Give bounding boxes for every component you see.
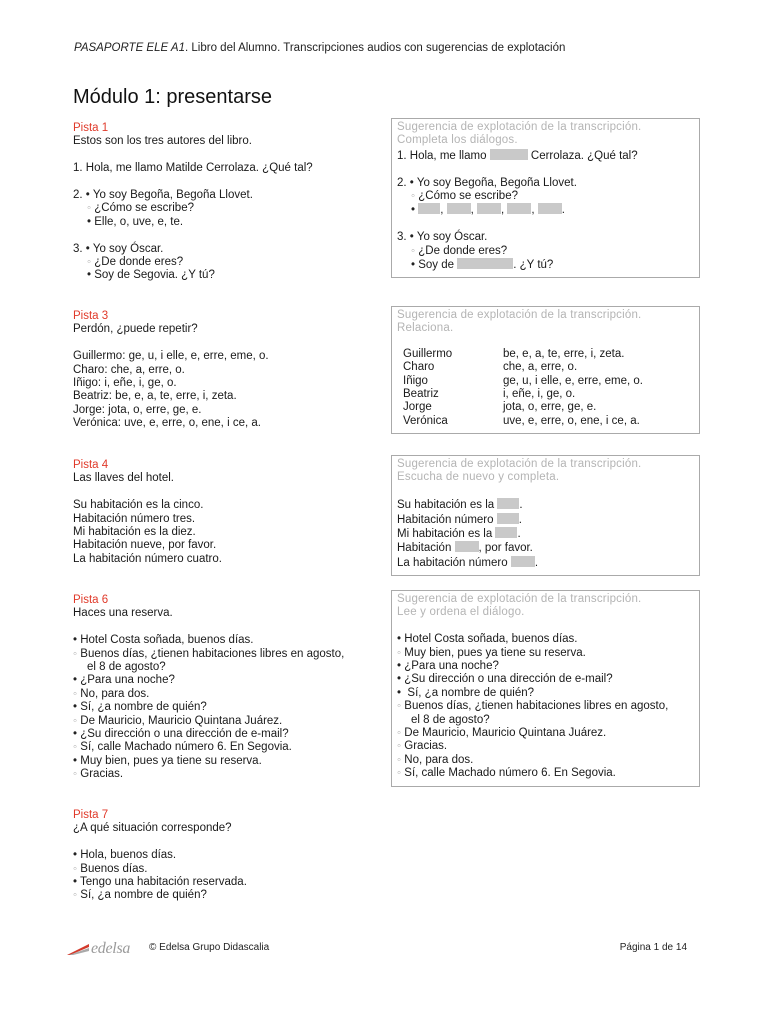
exercise-line: 2. • Yo soy Begoña, Begoña Llovet. — [397, 176, 577, 189]
dialogue-line: • Hotel Costa soñada, buenos días. — [73, 634, 254, 647]
answer-blank[interactable] — [497, 513, 519, 524]
exercise-line: Habitación , por favor. — [397, 542, 533, 555]
answer-blank[interactable] — [457, 258, 513, 269]
match-spelling[interactable]: be, e, a, te, erre, i, zeta. — [503, 347, 625, 360]
match-spelling[interactable]: jota, o, erre, ge, e. — [503, 401, 597, 414]
pista-6-transcript — [73, 594, 383, 782]
match-name[interactable]: Guillermo — [403, 347, 453, 360]
dialogue-line: ◦ ¿De donde eres? — [87, 256, 184, 269]
dialogue-line: el 8 de agosto? — [87, 661, 166, 674]
answer-blank[interactable] — [477, 203, 501, 214]
dialogue-line: ◦ Buenos días. — [73, 862, 148, 875]
match-name[interactable]: Charo — [403, 361, 435, 374]
suggestion-box — [391, 455, 700, 576]
dialogue-line: Mi habitación es la diez. — [73, 526, 196, 539]
suggestion-instruction: Lee y ordena el diálogo. — [397, 606, 525, 619]
exercise-line: ◦ ¿De donde eres? — [411, 244, 508, 257]
dialogue-line: ◦ No, para dos. — [73, 687, 150, 700]
answer-blank[interactable] — [511, 556, 535, 567]
page-header — [74, 42, 565, 54]
match-name[interactable]: Iñigo — [403, 374, 428, 387]
answer-blank[interactable] — [455, 541, 479, 552]
dialogue-line: Guillermo: ge, u, i elle, e, erre, eme, o. — [73, 350, 269, 363]
dialogue-line: ◦ De Mauricio, Mauricio Quintana Juárez. — [73, 714, 283, 727]
dialogue-line: Verónica: uve, e, erre, o, ene, i ce, a. — [73, 417, 261, 430]
matching-table — [397, 348, 694, 428]
pista-intro: Las llaves del hotel. — [73, 472, 175, 485]
exercise-line[interactable]: ◦ Muy bien, pues ya tiene su reserva. — [397, 646, 586, 659]
pista-intro: Haces una reserva. — [73, 607, 173, 620]
dialogue-line: ◦ ¿Cómo se escribe? — [87, 202, 194, 215]
answer-blank[interactable] — [507, 203, 531, 214]
match-name[interactable]: Verónica — [403, 414, 448, 427]
suggestion-hint: Sugerencia de explotación de la transcripción. — [397, 458, 642, 470]
edelsa-logo — [67, 940, 130, 958]
exercise-line: La habitación número . — [397, 556, 539, 569]
dialogue-line: Beatriz: be, e, a, te, erre, i, zeta. — [73, 390, 237, 403]
exercise-line[interactable]: ◦ Gracias. — [397, 740, 448, 753]
pista-label: Pista 1 — [73, 122, 109, 134]
exercise-line[interactable]: • Hotel Costa soñada, buenos días. — [397, 633, 578, 646]
exercise-line[interactable]: ◦ No, para dos. — [397, 753, 474, 766]
match-spelling[interactable]: uve, e, erre, o, ene, i ce, a. — [503, 414, 640, 427]
bullet-icon: ◦ — [87, 256, 92, 269]
answer-blank[interactable] — [418, 203, 440, 214]
module-title: Módulo 1: presentarse — [73, 86, 273, 108]
bullet-icon: • — [87, 269, 92, 282]
book-title: PASAPORTE ELE A1 — [74, 42, 186, 54]
copyright-text: © Edelsa Grupo Didascalia — [149, 942, 270, 953]
pista-intro: ¿A qué situación corresponde? — [73, 822, 232, 835]
dialogue-line: ◦ Gracias. — [73, 768, 124, 781]
exercise-line: ◦ ¿Cómo se escribe? — [411, 190, 518, 203]
exercise-line: Habitación número . — [397, 513, 522, 526]
dialogue-line: Su habitación es la cinco. — [73, 499, 204, 512]
dialogue-line: • Tengo una habitación reservada. — [73, 876, 247, 889]
logo-text: edelsa — [91, 940, 131, 957]
dialogue-line: • Hola, buenos días. — [73, 849, 177, 862]
bullet-icon: • — [85, 189, 90, 201]
suggestion-hint: Sugerencia de explotación de la transcripción. — [397, 121, 642, 133]
page-number: Página 1 de 14 — [619, 942, 687, 953]
suggestion-box — [391, 590, 700, 787]
pista-intro: Perdón, ¿puede repetir? — [73, 323, 198, 336]
page-footer — [67, 940, 687, 960]
exercise-line[interactable]: ◦ Buenos días, ¿tienen habitaciones libres en agosto, — [397, 700, 669, 713]
dialogue-line: 1. Hola, me llamo Matilde Cerrolaza. ¿Qué tal? — [73, 162, 313, 175]
suggestion-hint: Sugerencia de explotación de la transcripción. — [397, 593, 642, 605]
suggestion-instruction: Completa los diálogos. — [397, 134, 518, 147]
exercise-line: Su habitación es la . — [397, 499, 523, 512]
exercise-line: • , , , , . — [411, 204, 565, 217]
exercise-line[interactable]: ◦ De Mauricio, Mauricio Quintana Juárez. — [397, 727, 607, 740]
exercise-line: • Soy de . ¿Y tú? — [411, 259, 554, 272]
dialogue-line: ◦ Sí, calle Machado número 6. En Segovia. — [73, 741, 292, 754]
match-name[interactable]: Beatriz — [403, 388, 439, 401]
pista-1-transcript — [73, 122, 383, 283]
bullet-icon: ◦ — [87, 202, 92, 215]
exercise-line[interactable]: • Sí, ¿a nombre de quién? — [397, 686, 535, 699]
dialogue-line: • Muy bien, pues ya tiene su reserva. — [73, 754, 262, 767]
bullet-icon: • — [87, 215, 92, 228]
edelsa-logo-icon — [67, 942, 89, 956]
dialogue-line: Habitación número tres. — [73, 512, 196, 525]
pista-4-transcript — [73, 459, 383, 566]
suggestion-box — [391, 118, 700, 278]
pista-3-transcript — [73, 310, 383, 431]
exercise-line[interactable]: ◦ Sí, calle Machado número 6. En Segovia. — [397, 767, 616, 780]
dialogue-line: 3. • Yo soy Óscar. — [73, 242, 164, 255]
answer-blank[interactable] — [495, 527, 517, 538]
dialogue-line: Iñigo: i, eñe, i, ge, o. — [73, 377, 177, 390]
dialogue-line: • Sí, ¿a nombre de quién? — [73, 701, 207, 714]
exercise-line[interactable]: • ¿Para una noche? — [397, 660, 499, 673]
answer-blank[interactable] — [447, 203, 471, 214]
exercise-line: Mi habitación es la . — [397, 528, 521, 541]
pista-label: Pista 3 — [73, 310, 109, 322]
pista-label: Pista 6 — [73, 594, 109, 606]
dialogue-line: ◦ Sí, ¿a nombre de quién? — [73, 889, 207, 902]
answer-blank[interactable] — [497, 498, 519, 509]
dialogue-line: La habitación número cuatro. — [73, 552, 222, 565]
dialogue-line: Habitación nueve, por favor. — [73, 539, 217, 552]
header-subtitle: . Libro del Alumno. Transcripciones audios con sugerencias de explotación — [185, 42, 566, 54]
bullet-icon: • — [85, 242, 90, 255]
pista-7-transcript — [73, 809, 383, 903]
answer-blank[interactable] — [538, 203, 562, 214]
suggestion-hint: Sugerencia de explotación de la transcripción. — [397, 309, 642, 321]
match-spelling[interactable]: i, eñe, i, ge, o. — [503, 388, 576, 401]
dialogue-line: 2. • Yo soy Begoña, Begoña Llovet. — [73, 189, 253, 201]
exercise-line: 3. • Yo soy Óscar. — [397, 231, 488, 244]
dialogue-line: • Elle, o, uve, e, te. — [87, 215, 184, 228]
suggestion-instruction: Relaciona. — [397, 322, 454, 335]
match-spelling[interactable]: ge, u, i elle, e, erre, eme, o. — [503, 374, 643, 387]
dialogue-line: Charo: che, a, erre, o. — [73, 363, 185, 376]
pista-intro: Estos son los tres autores del libro. — [73, 135, 252, 148]
dialogue-line: ◦ Buenos días, ¿tienen habitaciones libres en agosto, — [73, 647, 345, 660]
answer-blank[interactable] — [490, 149, 528, 160]
suggestion-box — [391, 306, 700, 434]
pista-label: Pista 7 — [73, 809, 109, 821]
exercise-line: el 8 de agosto? — [411, 713, 490, 726]
suggestion-instruction: Escucha de nuevo y completa. — [397, 471, 560, 484]
pista-label: Pista 4 — [73, 459, 109, 471]
exercise-line: 1. Hola, me llamo Cerrolaza. ¿Qué tal? — [397, 149, 638, 162]
match-name[interactable]: Jorge — [403, 401, 432, 414]
dialogue-line: • ¿Para una noche? — [73, 674, 175, 687]
dialogue-line: • ¿Su dirección o una dirección de e-mail? — [73, 728, 289, 741]
dialogue-line: Jorge: jota, o, erre, ge, e. — [73, 403, 202, 416]
match-spelling[interactable]: che, a, erre, o. — [503, 361, 578, 374]
exercise-line[interactable]: • ¿Su dirección o una dirección de e-mail? — [397, 673, 613, 686]
dialogue-line: • Soy de Segovia. ¿Y tú? — [87, 269, 215, 282]
